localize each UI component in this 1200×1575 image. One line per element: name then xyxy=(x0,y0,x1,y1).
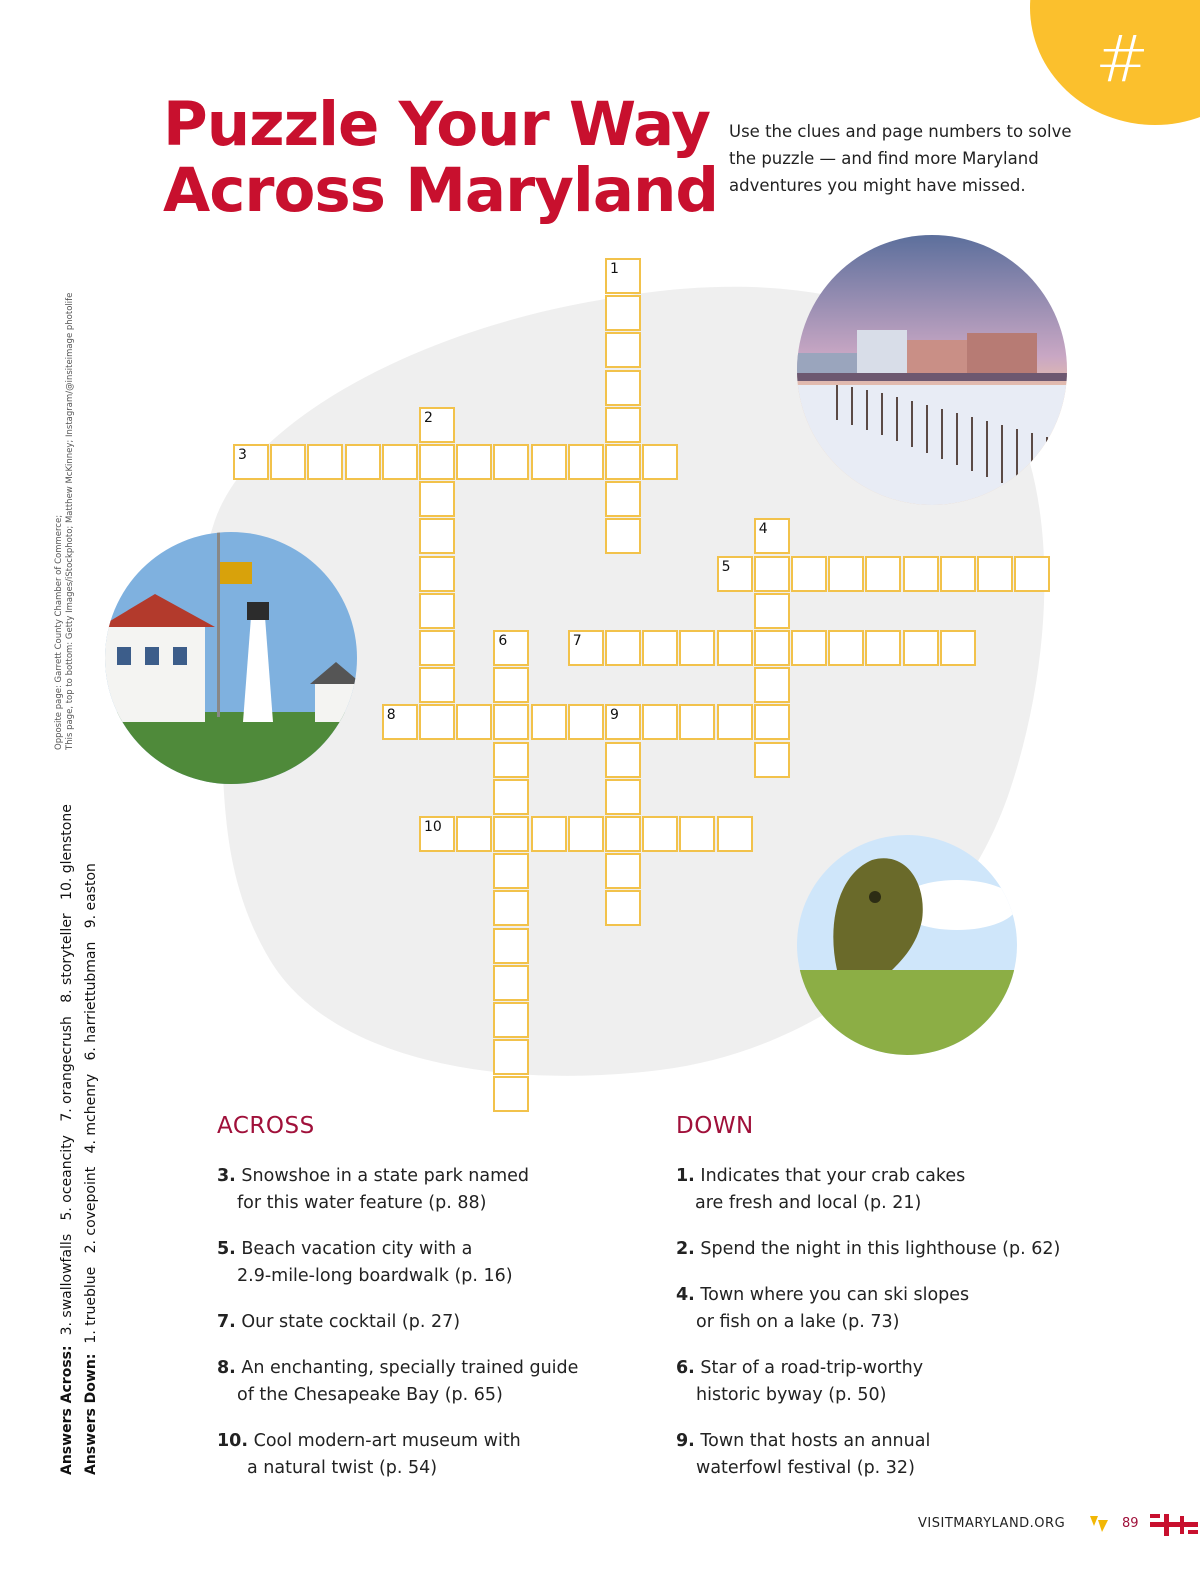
answers-down-label: Answers Down: xyxy=(83,1353,99,1475)
clue-text: Star of a road-trip-worthy xyxy=(700,1358,924,1378)
answer-key xyxy=(55,804,103,1475)
answers-down-text: 1. trueblue 2. covepoint 4. mchenry 6. harriettubman 9. easton xyxy=(83,863,99,1344)
crossword-cell[interactable] xyxy=(754,704,790,740)
answers-down-row xyxy=(79,804,103,1475)
crossword-cell[interactable] xyxy=(605,853,641,889)
clue-number: 2. xyxy=(676,1239,695,1259)
crossword-cell[interactable] xyxy=(419,816,455,852)
crossword-cell[interactable] xyxy=(419,667,455,703)
clue-text-2: a natural twist (p. 54) xyxy=(247,1458,438,1478)
clue-number-label: 10 xyxy=(424,819,442,835)
clue-number: 1. xyxy=(676,1166,695,1186)
crossword-cell[interactable] xyxy=(493,928,529,964)
crossword-cell[interactable] xyxy=(605,518,641,554)
crossword-cell[interactable] xyxy=(903,556,939,592)
crossword-cell[interactable] xyxy=(717,556,753,592)
answers-across-row xyxy=(55,804,79,1475)
crossword-cell[interactable] xyxy=(233,444,269,480)
down-heading: DOWN xyxy=(676,1113,754,1139)
crossword-cell[interactable] xyxy=(605,779,641,815)
crossword-cell[interactable] xyxy=(531,704,567,740)
clue-text: Spend the night in this lighthouse (p. 62) xyxy=(700,1239,1061,1259)
crossword-cell[interactable] xyxy=(382,444,418,480)
clue-number: 8. xyxy=(217,1358,236,1378)
crossword-cell[interactable] xyxy=(828,556,864,592)
crossword-cell[interactable] xyxy=(456,444,492,480)
crossword-cell[interactable] xyxy=(642,704,678,740)
clue-number: 5. xyxy=(217,1239,236,1259)
crossword-cell[interactable] xyxy=(642,816,678,852)
crossword-cell[interactable] xyxy=(270,444,306,480)
clue-number-label: 5 xyxy=(721,558,731,575)
down-clue xyxy=(676,1163,1060,1236)
crossword-cell[interactable] xyxy=(977,556,1013,592)
clue-text: Indicates that your crab cakes xyxy=(700,1166,966,1186)
crossword-cell[interactable] xyxy=(754,518,790,554)
crossword-cell[interactable] xyxy=(1014,556,1050,592)
title-line-2: Across Maryland xyxy=(163,155,719,226)
down-clue-list xyxy=(676,1163,1060,1488)
clue-text: Town where you can ski slopes xyxy=(700,1285,970,1305)
crossword-cell[interactable] xyxy=(493,890,529,926)
topiary-sculpture-photo xyxy=(797,835,1017,1055)
crossword-cell[interactable] xyxy=(828,630,864,666)
crossword-cell[interactable] xyxy=(605,704,641,740)
down-clue xyxy=(676,1428,1060,1488)
page-number: 89 xyxy=(1122,1516,1139,1531)
crossword-cell[interactable] xyxy=(679,630,715,666)
crossword-cell[interactable] xyxy=(419,407,455,443)
crossword-cell[interactable] xyxy=(493,1002,529,1038)
crossword-cell[interactable] xyxy=(754,667,790,703)
footer-site: VISITMARYLAND.ORG xyxy=(918,1516,1066,1531)
crossword-cell[interactable] xyxy=(940,630,976,666)
crossword-cell[interactable] xyxy=(605,295,641,331)
crossword-cell[interactable] xyxy=(605,890,641,926)
across-clue xyxy=(217,1236,578,1309)
crossword-cell[interactable] xyxy=(605,332,641,368)
clue-text: Town that hosts an annual xyxy=(700,1431,931,1451)
clue-text: Snowshoe in a state park named xyxy=(241,1166,530,1186)
crossword-cell[interactable] xyxy=(754,630,790,666)
clue-text-2: waterfowl festival (p. 32) xyxy=(696,1458,915,1478)
ocean-city-beach-photo xyxy=(797,235,1067,505)
intro-line-3: adventures you might have missed. xyxy=(729,176,1026,195)
crossword-cell[interactable] xyxy=(754,593,790,629)
crossword-cell[interactable] xyxy=(940,556,976,592)
crossword-cell[interactable] xyxy=(605,258,641,294)
crossword-cell[interactable] xyxy=(642,444,678,480)
intro-line-2: the puzzle — and find more Maryland xyxy=(729,149,1039,168)
crossword-cell[interactable] xyxy=(903,630,939,666)
crossword-cell[interactable] xyxy=(568,704,604,740)
maryland-logo-icon xyxy=(1088,1514,1110,1534)
hash-icon: # xyxy=(1095,23,1149,97)
credit-line-1: Opposite page: Garrett County Chamber of Commerce; xyxy=(54,514,64,750)
crossword-cell[interactable] xyxy=(568,630,604,666)
crossword-cell[interactable] xyxy=(865,630,901,666)
clue-number-label: 1 xyxy=(610,261,619,277)
clue-number: 4. xyxy=(676,1285,695,1305)
crossword-cell[interactable] xyxy=(605,481,641,517)
crossword-cell[interactable] xyxy=(419,481,455,517)
clue-text-2: for this water feature (p. 88) xyxy=(237,1193,487,1213)
crossword-cell[interactable] xyxy=(605,407,641,443)
crossword-cell[interactable] xyxy=(865,556,901,592)
crossword-cell[interactable] xyxy=(493,816,529,852)
crossword-cell[interactable] xyxy=(642,630,678,666)
crossword-cell[interactable] xyxy=(605,742,641,778)
crossword-cell[interactable] xyxy=(493,965,529,1001)
answers-across-label: Answers Across: xyxy=(59,1345,75,1475)
crossword-cell[interactable] xyxy=(791,630,827,666)
across-clue xyxy=(217,1428,578,1488)
crossword-cell[interactable] xyxy=(754,556,790,592)
crossword-cell[interactable] xyxy=(456,816,492,852)
photo-credits xyxy=(54,293,76,750)
clue-text-2: 2.9-mile-long boardwalk (p. 16) xyxy=(237,1266,513,1286)
crossword-cell[interactable] xyxy=(791,556,827,592)
crossword-cell[interactable] xyxy=(531,816,567,852)
crossword-cell[interactable] xyxy=(605,370,641,406)
clue-number: 6. xyxy=(676,1358,695,1378)
across-clue xyxy=(217,1309,578,1355)
crossword-cell[interactable] xyxy=(717,816,753,852)
clue-text-2: are fresh and local (p. 21) xyxy=(695,1193,922,1213)
down-clue xyxy=(676,1282,1060,1355)
clue-text-2: or fish on a lake (p. 73) xyxy=(696,1312,900,1332)
crossword-cell[interactable] xyxy=(419,518,455,554)
clue-number-label: 3 xyxy=(238,447,247,463)
clue-text: Cool modern-art museum with xyxy=(253,1431,521,1451)
across-clue-list xyxy=(217,1163,578,1488)
clue-number: 10. xyxy=(217,1431,249,1451)
crossword-cell[interactable] xyxy=(493,630,529,666)
clue-number-label: 9 xyxy=(610,707,619,724)
answers-across-text: 3. swallowfalls 5. oceancity 7. orangecrush 8. storyteller 10. glenstone xyxy=(59,804,75,1336)
crossword-cell[interactable] xyxy=(493,444,529,480)
credit-line-2: This page, top to bottom: Getty Images/iStockphoto; Matthew McKinney; Instagram/@insiteimage photolife xyxy=(65,292,75,750)
clue-text-2: of the Chesapeake Bay (p. 65) xyxy=(237,1385,503,1405)
crossword-cell[interactable] xyxy=(679,816,715,852)
crossword-cell[interactable] xyxy=(531,444,567,480)
crossword-cell[interactable] xyxy=(493,1039,529,1075)
crossword-cell[interactable] xyxy=(493,779,529,815)
crossword-cell[interactable] xyxy=(382,704,418,740)
lighthouse-photo xyxy=(105,532,357,784)
clue-number-label: 8 xyxy=(386,707,396,724)
clue-number-label: 6 xyxy=(498,633,508,649)
crossword-cell[interactable] xyxy=(754,742,790,778)
clue-number-label: 4 xyxy=(758,521,768,538)
crossword-cell[interactable] xyxy=(419,704,455,740)
crossword-cell[interactable] xyxy=(717,704,753,740)
crossword-cell[interactable] xyxy=(456,704,492,740)
crossword-cell[interactable] xyxy=(419,556,455,592)
clue-text: Beach vacation city with a xyxy=(241,1239,473,1259)
crossword-cell[interactable] xyxy=(307,444,343,480)
crossword-cell[interactable] xyxy=(493,667,529,703)
crossword-cell[interactable] xyxy=(679,704,715,740)
crossword-cell[interactable] xyxy=(493,1076,529,1112)
crossword-cell[interactable] xyxy=(605,816,641,852)
crossword-cell[interactable] xyxy=(419,593,455,629)
crossword-cell[interactable] xyxy=(493,853,529,889)
clue-text-2: historic byway (p. 50) xyxy=(696,1385,887,1405)
across-heading: ACROSS xyxy=(217,1113,315,1139)
crossword-cell[interactable] xyxy=(493,704,529,740)
crossword-cell[interactable] xyxy=(419,630,455,666)
clue-number: 9. xyxy=(676,1431,695,1451)
down-clue xyxy=(676,1236,1060,1282)
clue-number-label: 7 xyxy=(572,633,582,649)
crossword-cell[interactable] xyxy=(568,816,604,852)
down-clue xyxy=(676,1355,1060,1428)
clue-number: 7. xyxy=(217,1312,236,1332)
title-line-1: Puzzle Your Way xyxy=(163,89,711,160)
crossword-cell[interactable] xyxy=(605,444,641,480)
across-clue xyxy=(217,1355,578,1428)
crossword-cell[interactable] xyxy=(605,630,641,666)
crossword-cell[interactable] xyxy=(717,630,753,666)
crossword-cell[interactable] xyxy=(568,444,604,480)
crossword-cell[interactable] xyxy=(493,742,529,778)
clue-text: An enchanting, specially trained guide xyxy=(241,1358,579,1378)
maryland-flag-icon xyxy=(1150,1514,1198,1536)
intro-line-1: Use the clues and page numbers to solve xyxy=(729,122,1072,141)
clue-text: Our state cocktail (p. 27) xyxy=(241,1312,461,1332)
clue-number-label: 2 xyxy=(424,409,433,426)
crossword-cell[interactable] xyxy=(345,444,381,480)
across-clue xyxy=(217,1163,578,1236)
clue-number: 3. xyxy=(217,1166,236,1186)
crossword-cell[interactable] xyxy=(419,444,455,480)
